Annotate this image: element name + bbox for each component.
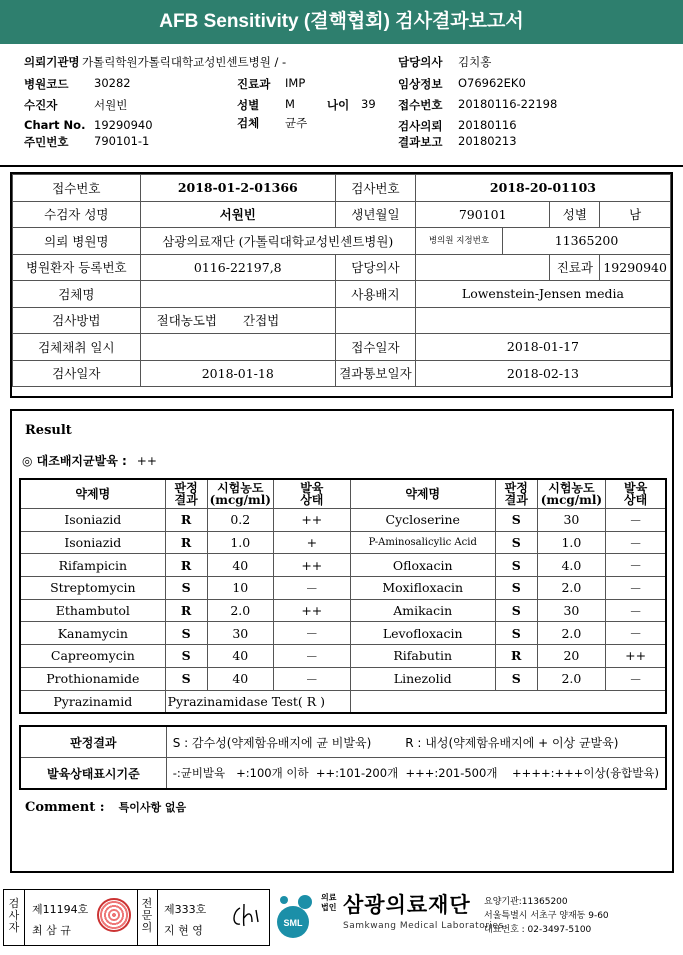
judge-result: R [165,599,207,622]
growth-status: － [606,622,666,645]
test-conc: 20 [537,645,605,668]
label: 접수번호 [398,98,443,112]
drug-name: Rifampicin [20,554,165,577]
org-tag: 의료법인 [321,893,337,912]
table-row [20,554,666,577]
label: Chart No. [24,118,86,132]
method-1: 절대농도법 [156,313,218,329]
sex-value: M [285,97,295,111]
growth-status: － [606,554,666,577]
legend-table [19,725,667,790]
clinical-value: O76962EK0 [458,76,526,90]
label: 검사번호 [335,175,415,202]
test-conc: 0.2 [207,509,273,532]
col-growth: 발육 상태 [606,479,666,509]
label: 생년월일 [335,201,415,228]
drug-name: Linezolid [350,667,495,690]
label: 검사일자 [13,360,141,387]
label: 진료과 [237,77,271,91]
org-code: 요양기관:11365200 [484,897,568,907]
judge-s: S : 감수성(약제함유배지에 균 비발육) [172,735,372,750]
label: 의뢰기관명 [24,55,80,69]
col-growth: 발육 상태 [273,479,350,509]
label: 임상정보 [398,77,443,91]
specimen-value: 균주 [285,116,308,130]
growth-status: ++ [273,509,350,532]
label: 성별 [237,98,260,112]
control-value: ++ [136,454,157,468]
divider [0,165,683,167]
growth-status: － [606,599,666,622]
result-title: Result [25,423,72,438]
judge-result: R [165,509,207,532]
label: 담당의사 [335,254,415,281]
judge-result: S [495,622,537,645]
gender-value: 남 [600,201,671,228]
drug-name: Amikacin [350,599,495,622]
growth-status: － [273,667,350,690]
request-value: 20180116 [458,118,517,132]
growth-status: － [606,531,666,554]
name-value: 서원빈 [140,201,335,228]
table-row [20,531,666,554]
test-date-value: 2018-01-18 [140,360,335,387]
label: 수검자 성명 [13,201,141,228]
judge-r: R : 내성(약제함유배지에 + 이상 균발육) [405,735,619,750]
org-name: 삼광의료재단 [343,893,471,917]
judge-result: R [165,554,207,577]
control-label: ◎ 대조배지균발육 : [22,454,127,468]
label: 접수번호 [13,175,141,202]
drug-name: Isoniazid [20,509,165,532]
expert-label: 전문의 [141,897,153,934]
test-conc: 30 [537,599,605,622]
comment [25,799,186,815]
doctor-value [415,254,550,281]
org-info [484,895,609,937]
label: 병원코드 [24,77,69,91]
judge-legend-label: 판정결과 [20,726,166,758]
label: 나이 [327,98,350,112]
method-value [140,307,335,334]
judge-result: S [165,667,207,690]
hospital-value: 삼광의료재단 (가톨릭대학교성빈센트병원) [140,228,415,255]
designated-value: 11365200 [503,228,671,255]
col-conc: 시험농도 (mcg/ml) [207,479,273,509]
col-drug: 약제명 [20,479,165,509]
drug-name: Isoniazid [20,531,165,554]
signature-mark [230,900,262,930]
judge-result: S [165,622,207,645]
specimen-name-value [140,281,335,308]
growth-status: ++ [606,645,666,668]
reception-no-value: 2018-01-2-01366 [140,175,335,202]
col-judge: 판정 결과 [165,479,207,509]
col-drug: 약제명 [350,479,495,509]
method-2: 간접법 [243,313,280,329]
sml-logo-icon [272,892,318,940]
org-addr: 서울특별시 서초구 양재동 9-60 [484,911,609,921]
table-row [20,509,666,532]
judge-result: S [495,531,537,554]
org-en: Samkwang Medical Laboratories [343,921,504,931]
comment-label: Comment : [25,800,105,815]
label: 주민번호 [24,135,69,149]
test-conc: 2.0 [537,577,605,600]
doctor-value: 김치홍 [458,55,492,69]
test-conc: 1.0 [537,531,605,554]
table-row [20,645,666,668]
drug-name: Moxifloxacin [350,577,495,600]
collect-value [140,334,335,361]
drug-name: Capreomycin [20,645,165,668]
drug-name: Cycloserine [350,509,495,532]
medium-value: Lowenstein-Jensen media [415,281,670,308]
table-row [20,599,666,622]
test-conc: 4.0 [537,554,605,577]
chart-value: 19290940 [94,118,153,132]
id-value: 790101-1 [94,134,150,148]
col-judge: 판정 결과 [495,479,537,509]
growth-status: ++ [273,599,350,622]
report-title: AFB Sensitivity (결핵협회) 검사결과보고서 [0,0,683,44]
dept-value: IMP [285,76,306,90]
judge-result: S [495,599,537,622]
logo-text: SML [283,918,303,928]
seal-stamp [97,898,131,932]
drug-name: Kanamycin [20,622,165,645]
test-conc: 30 [207,622,273,645]
reception-value: 20180116-22198 [458,97,558,111]
received-value: 2018-01-17 [415,334,670,361]
reg-value: 0116-22197,8 [140,254,335,281]
growth-status: － [606,577,666,600]
judge-result: S [495,577,537,600]
growth-status: ++ [273,554,350,577]
label: 검사방법 [13,307,141,334]
birth-value: 790101 [415,201,550,228]
label: 사용배지 [335,281,415,308]
comment-value: 특이사항 없음 [118,801,187,814]
label: 병의원 지정번호 [415,228,502,255]
growth-legend: -:균비발육 +:100개 이하 ++:101-200개 +++:201-500개 ++++:+++이상(융합발육) [166,758,666,790]
drug-name: Rifabutin [350,645,495,668]
label: 검체명 [13,281,141,308]
test-conc: 2.0 [207,599,273,622]
expert-name: 지 현 영 [164,924,203,937]
tester-no: 제11194호 [32,903,89,916]
growth-status: － [273,577,350,600]
hospital-code-value: 30282 [94,76,131,90]
label: 병원환자 등록번호 [13,254,141,281]
label: 성별 [550,201,600,228]
sensitivity-table [19,478,667,714]
growth-status: － [273,645,350,668]
growth-status: + [273,531,350,554]
drug-name: Streptomycin [20,577,165,600]
label: 의뢰 병원명 [13,228,141,255]
label: 결과통보일자 [335,360,415,387]
control-growth [22,452,157,469]
label: 담당의사 [398,55,443,69]
judge-result: S [495,554,537,577]
label: 접수일자 [335,334,415,361]
pza-drug: Pyrazinamid [20,690,165,713]
pza-test: Pyrazinamidase Test( R ) [165,690,350,713]
institution-value: 가톨릭학원가톨릭대학교성빈센트병원 / - [82,55,287,69]
col-conc: 시험농도 (mcg/ml) [537,479,605,509]
org-tel: 대표번호 : 02-3497-5100 [484,925,592,935]
notify-value: 2018-02-13 [415,360,670,387]
drug-name: Prothionamide [20,667,165,690]
tester-name: 최 삼 규 [32,924,71,937]
growth-status: － [606,509,666,532]
test-conc: 40 [207,554,273,577]
drug-name: Ofloxacin [350,554,495,577]
drug-name: Levofloxacin [350,622,495,645]
table-row [20,577,666,600]
table-row [20,667,666,690]
growth-legend-label: 발육상태표시기준 [20,758,166,790]
test-no-value: 2018-20-01103 [415,175,670,202]
growth-status: － [273,622,350,645]
test-conc: 2.0 [537,667,605,690]
judge-result: R [165,531,207,554]
label: 검사의뢰 [398,119,443,133]
report-value: 20180213 [458,134,517,148]
test-conc: 1.0 [207,531,273,554]
drug-name: P-Aminosalicylic Acid [350,531,495,554]
drug-name: Ethambutol [20,599,165,622]
request-form-table [12,174,671,387]
judge-result: S [495,509,537,532]
judge-result: S [165,577,207,600]
test-conc: 40 [207,645,273,668]
growth-status: － [606,667,666,690]
label: 진료과 [550,254,600,281]
tester-label: 검사자 [8,897,20,934]
judge-result: S [165,645,207,668]
judge-result: S [495,667,537,690]
label: 수진자 [24,98,58,112]
table-row [20,622,666,645]
expert-no: 제333호 [164,903,207,916]
patient-value: 서원빈 [94,98,128,112]
label: 검체채취 일시 [13,334,141,361]
judge-legend [166,726,666,758]
signature-box [3,889,270,946]
judge-result: R [495,645,537,668]
test-conc: 10 [207,577,273,600]
age-value: 39 [361,97,376,111]
label: 결과보고 [398,135,443,149]
test-conc: 30 [537,509,605,532]
test-conc: 2.0 [537,622,605,645]
label: 검체 [237,116,260,130]
test-conc: 40 [207,667,273,690]
dept-value: 19290940 [600,254,671,281]
